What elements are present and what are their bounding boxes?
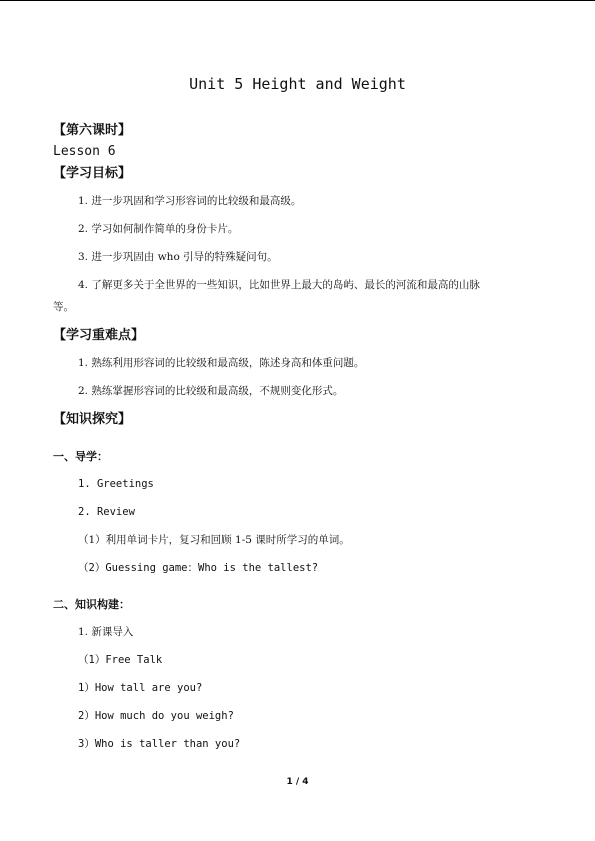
page-number: 1 / 4 <box>286 777 309 787</box>
goals-heading: 【学习目标】 <box>53 166 132 181</box>
goal-item: 2. 学习如何制作简单的身份卡片。 <box>78 223 239 235</box>
keypoint-item: 2. 熟练掌握形容词的比较级和最高级，不规则变化形式。 <box>78 385 344 397</box>
explore-heading: 【知识探究】 <box>53 412 132 427</box>
keypoint-item: 1. 熟练利用形容词的比较级和最高级，陈述身高和体重问题。 <box>78 357 365 369</box>
goal-item: 3. 进一步巩固由 who 引导的特殊疑问句。 <box>78 251 278 263</box>
goal-item: 4. 了解更多关于全世界的一些知识，比如世界上最大的岛屿、最长的河流和最高的山脉 <box>78 279 480 291</box>
section2-item: 3）Who is taller than you? <box>78 738 241 750</box>
goal-item: 1. 进一步巩固和学习形容词的比较级和最高级。 <box>78 195 302 207</box>
lesson-tag: 【第六课时】 <box>53 123 132 138</box>
section1-heading: 一、导学： <box>53 450 108 463</box>
keypoints-heading: 【学习重难点】 <box>53 328 145 343</box>
section2-heading: 二、知识构建： <box>53 598 130 611</box>
section2-item: （1）Free Talk <box>78 654 163 666</box>
section1-item: 2. Review <box>78 506 135 518</box>
section1-item: （2）Guessing game：Who is the tallest? <box>78 562 319 574</box>
section2-item: 1）How tall are you? <box>78 682 203 694</box>
section2-item: 2）How much do you weigh? <box>78 710 234 722</box>
top-rule <box>0 0 595 1</box>
document-title: Unit 5 Height and Weight <box>189 75 406 93</box>
section2-item: 1. 新课导入 <box>78 626 134 638</box>
section1-item: 1. Greetings <box>78 478 154 490</box>
section1-item: （1）利用单词卡片，复习和回顾 1-5 课时所学习的单词。 <box>78 534 350 546</box>
lesson-name: Lesson 6 <box>53 144 116 159</box>
goal-item-continued: 等。 <box>53 301 74 313</box>
